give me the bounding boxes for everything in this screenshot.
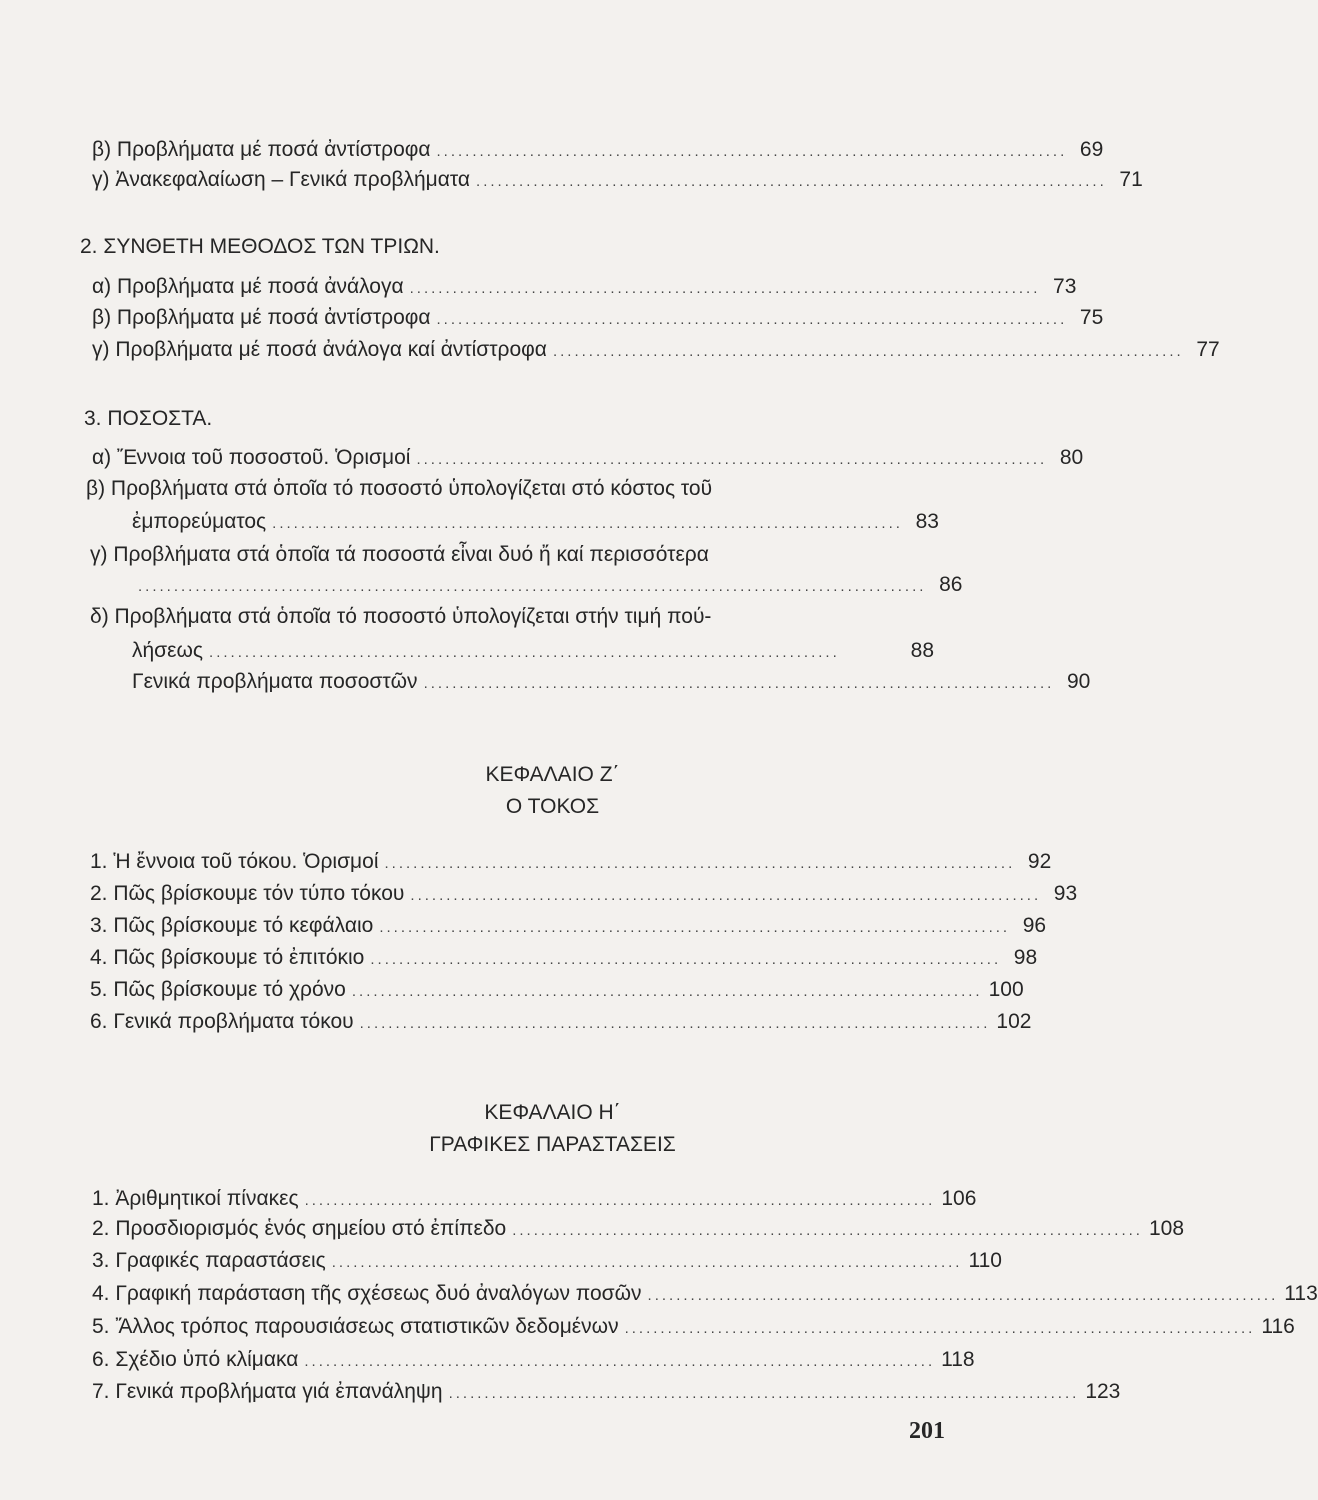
leader-dots: ........................................................................................ (448, 1385, 1080, 1402)
toc-entry (92, 443, 1084, 473)
toc-entry (92, 303, 1104, 333)
leader-dots: ........................................................................................ (409, 280, 1041, 297)
toc-entry-label: α) Ἔννοια τοῦ ποσοστοῦ. Ὁρισμοί (92, 446, 411, 469)
toc-entry-label: 1. Ἡ ἔννοια τοῦ τόκου. Ὁρισμοί (90, 850, 379, 873)
toc-entry-label: 5. Ἄλλος τρόπος παρουσιάσεως στατιστικῶν δεδομένων (92, 1315, 619, 1338)
leader-dots: ........................................................................................ (370, 951, 1002, 968)
leader-dots: ........................................................................................ (304, 1192, 936, 1209)
toc-entry-label: 5. Πῶς βρίσκουμε τό χρόνο (90, 978, 346, 1001)
toc-entry-label: 3. Γραφικές παραστάσεις (92, 1249, 326, 1272)
leader-dots: ........................................................................................ (272, 515, 903, 532)
toc-entry (92, 1184, 977, 1214)
leader-dots: ........................................................................................ (436, 143, 1068, 160)
toc-entry-label: 2. Πῶς βρίσκουμε τόν τύπο τόκου (90, 882, 405, 905)
toc-entry-label-line: δ) Προβλήματα στά ὁποῖα τό ποσοστό ὑπολογίζεται στήν τιμή πού- (90, 605, 712, 628)
toc-entry (92, 272, 1077, 302)
chapter-subtitle: Ο ΤΟΚΟΣ (505, 795, 600, 818)
toc-entry-page: 75 (1079, 306, 1104, 329)
toc-entry-page: 73 (1053, 275, 1077, 298)
toc-entry (92, 1279, 1318, 1309)
toc-entry-page: 90 (1066, 670, 1091, 693)
toc-entry (92, 1246, 1002, 1276)
toc-entry-label: 4. Γραφική παράσταση τῆς σχέσεως δυό ἀναλόγων ποσῶν (92, 1282, 642, 1305)
toc-entry (92, 1377, 1121, 1407)
toc-entry-page: 110 (968, 1249, 1002, 1272)
toc-entry-page: 86 (939, 573, 963, 596)
toc-entry-label: 6. Γενικά προβλήματα τόκου (90, 1010, 354, 1033)
leader-dots: ........................................................................................ (624, 1320, 1256, 1337)
toc-entry (132, 570, 963, 600)
toc-entry-label: λήσεως (132, 639, 204, 662)
toc-entry-label: β) Προβλήματα μέ ποσά ἀντίστροφα (92, 138, 431, 161)
toc-entry (92, 1214, 1185, 1244)
toc-entry (132, 636, 934, 666)
toc-entry (90, 943, 1038, 973)
toc-entry-page: 113 (1284, 1282, 1318, 1305)
toc-entry-label: α) Προβλήματα μέ ποσά ἀνάλογα (92, 275, 404, 298)
leader-dots: ........................................................................................ (552, 343, 1184, 360)
leader-dots: ........................................................................................ (351, 983, 983, 1000)
leader-dots: ........................................................................................ (416, 451, 1048, 468)
leader-dots: ........................................................................................ (384, 855, 1016, 872)
toc-entry-page: 102 (996, 1010, 1032, 1033)
section-title: 2. ΣΥΝΘΕΤΗ ΜΕΘΟΔΟΣ ΤΩΝ ΤΡΙΩΝ. (80, 235, 440, 258)
toc-entry-page: 118 (941, 1348, 975, 1371)
toc-entry (90, 847, 1052, 877)
leader-dots: ........................................................................................ (359, 1015, 991, 1032)
toc-entry-page: 83 (915, 510, 939, 533)
leader-dots: ........................................................................................ (423, 675, 1055, 692)
toc-entry-page: 69 (1079, 138, 1104, 161)
toc-entry-label: 4. Πῶς βρίσκουμε τό ἐπιτόκιο (90, 946, 365, 969)
toc-entry-page: 80 (1059, 446, 1084, 469)
toc-entry-page: 88 (910, 639, 934, 662)
toc-entry-label: β) Προβλήματα μέ ποσά ἀντίστροφα (92, 306, 431, 329)
toc-entry-label: γ) Προβλήματα μέ ποσά ἀνάλογα καί ἀντίστροφα (92, 338, 547, 361)
toc-entry (92, 1345, 975, 1375)
toc-entry (92, 165, 1143, 195)
toc-entry (90, 911, 1047, 941)
section-title: 3. ΠΟΣΟΣΤΑ. (84, 407, 213, 430)
toc-entry-page: 98 (1013, 946, 1038, 969)
toc-entry-label: ἐμπορεύματος (132, 510, 267, 533)
toc-entry (92, 135, 1104, 165)
toc-entry-label: 7. Γενικά προβλήματα γιά ἐπανάληψη (92, 1380, 443, 1403)
toc-entry-label: γ) Ἀνακεφαλαίωση – Γενικά προβλήματα (92, 168, 471, 191)
toc-entry (92, 1312, 1295, 1342)
toc-entry-page: 77 (1196, 338, 1220, 361)
toc-entry (90, 879, 1078, 909)
chapter-heading: ΚΕΦΑΛΑΙΟ Ζ΄ (485, 763, 620, 786)
toc-entry (92, 335, 1220, 365)
chapter-heading: ΚΕΦΑΛΑΙΟ Η΄ (484, 1101, 621, 1124)
leader-dots: ........................................................................................ (476, 173, 1107, 190)
leader-dots: ........................................................................................ (512, 1222, 1143, 1239)
toc-entry-page: 100 (988, 978, 1024, 1001)
toc-entry-page: 93 (1053, 882, 1078, 905)
leader-dots: ........................................................................................ (647, 1287, 1279, 1304)
leader-dots: ........................................................................................ (410, 887, 1042, 904)
toc-entry-page: 108 (1148, 1217, 1185, 1240)
toc-entry-page: 123 (1085, 1380, 1121, 1403)
toc-entry-page: 106 (941, 1187, 977, 1210)
toc-entry-label: 3. Πῶς βρίσκουμε τό κεφάλαιο (90, 914, 374, 937)
toc-entry-label-line: β) Προβλήματα στά ὁποῖα τό ποσοστό ὑπολογίζεται στό κόστος τοῦ (86, 477, 713, 500)
toc-entry-label-line: γ) Προβλήματα στά ὁποῖα τά ποσοστά εἶναι δυό ἤ καί περισσότερα (90, 543, 709, 566)
leader-dots: ........................................................................................ (379, 919, 1011, 936)
toc-entry-page: 71 (1119, 168, 1143, 191)
toc-entry (132, 667, 1091, 697)
toc-entry-label: 1. Ἀριθμητικοί πίνακες (92, 1187, 299, 1210)
leader-dots: ........................................................................................ (331, 1254, 963, 1271)
leader-dots: ........................................................................................ (304, 1353, 936, 1370)
toc-entry-page: 92 (1027, 850, 1052, 873)
chapter-subtitle: ΓΡΑΦΙΚΕΣ ΠΑΡΑΣΤΑΣΕΙΣ (429, 1133, 676, 1156)
leader-dots: .............................................................................................................. (138, 578, 927, 595)
toc-entry-label: 2. Προσδιορισμός ἑνός σημείου στό ἐπίπεδο (92, 1217, 507, 1240)
toc-entry (90, 975, 1024, 1005)
toc-entry-page: 96 (1022, 914, 1047, 937)
toc-entry-label: 6. Σχέδιο ὑπό κλίμακα (92, 1348, 299, 1371)
leader-dots: ........................................................................................ (436, 311, 1068, 328)
leader-dots: ........................................................................................ (209, 644, 840, 661)
toc-entry-label: Γενικά προβλήματα ποσοστῶν (132, 670, 418, 693)
toc-entry (132, 507, 939, 537)
page-number: 201 (909, 1418, 945, 1444)
toc-entry-page: 116 (1261, 1315, 1295, 1338)
toc-entry (90, 1007, 1032, 1037)
